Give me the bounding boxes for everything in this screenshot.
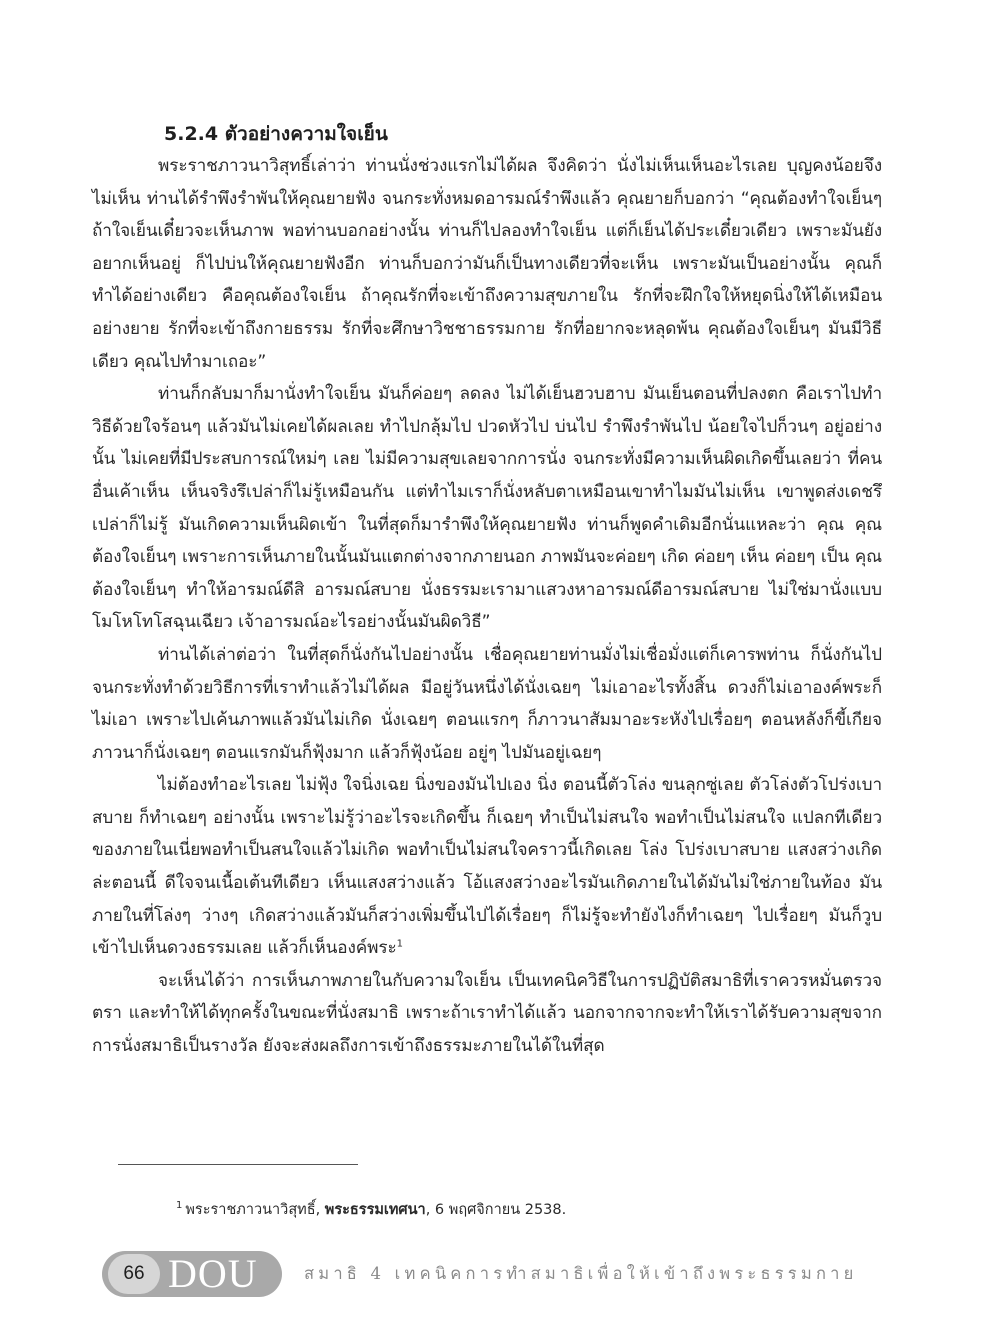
paragraph-5: จะเห็นได้ว่า การเห็นภาพภายในกับความใจเย็น เป็นเทคนิควิธีในการปฏิบัติสมาธิที่เราควรหมั่นตรวจตรา และทำให้ได้ทุกครั้งในขณะที่นั่งสมาธิ เพราะถ้าเราทำได้แล้ว นอกจากจากจะทำให้เราได้รับความสุขจากการนั่งสมาธิเป็นรางวัล ยังจะส่งผลถึงการเข้าถึงธรรมะภายในได้ในที่สุด bbox=[92, 970, 882, 1057]
footnote-date: , 6 พฤศจิกายน 2538. bbox=[425, 1201, 567, 1218]
footnote bbox=[176, 1196, 566, 1220]
page-content bbox=[92, 118, 882, 1063]
book-title: สมาธิ 4 เทคนิคการทำสมาธิเพื่อให้เข้าถึงพระธรรมกาย bbox=[304, 1264, 858, 1283]
footnote-number: 1 bbox=[176, 1200, 183, 1211]
paragraph-4-text: ไม่ต้องทำอะไรเลย ไม่ฟุ้ง ใจนิ่งเฉย นิ่งของมันไปเอง นิ่ง ตอนนี้ตัวโล่ง ขนลุกซู่เลย ตัวโล่งตัวโปร่งเบาสบาย ก็ทำเฉยๆ อย่างนั้น เพราะไม่รู้ว่าอะไรจะเกิดขึ้น ก็เฉยๆ ทำเป็นไม่สนใจ พอทำเป็นไม่สนใจ แปลกทีเดียว ของภายในเนี่ยพอทำเป็นสนใจแล้วไม่เกิด พอทำเป็นไม่สนใจคราวนี้เกิดเลย โล่ง โปร่งเบาสบาย แสงสว่างเกิดล่ะตอนนี้ ดีใจจนเนื้อเต้นทีเดียว เห็นแสงสว่างแล้ว โอ้แสงสว่างอะไรมันเกิดภายในได้มันไม่ใช่ภายในท้อง มันภายในที่โล่งๆ ว่างๆ เกิดสว่างแล้วมันก็สว่างเพิ่มขึ้นไปได้เรื่อยๆ ก็ไม่รู้จะทำยังไงก็ทำเฉยๆ ไปเรื่อยๆ มันก็วูบเข้าไปเห็นดวงธรรมเลย แล้วก็เห็นองค์พระ bbox=[92, 775, 882, 959]
dou-logo: DOU bbox=[168, 1251, 258, 1296]
page-number: 66 bbox=[108, 1254, 160, 1294]
paragraph-2: ท่านก็กลับมาก็มานั่งทำใจเย็น มันก็ค่อยๆ ลดลง ไม่ได้เย็นฮวบฮาบ มันเย็นตอนที่ปลงตก คือเราไปทำวิธีด้วยใจร้อนๆ แล้วมันไม่เคยได้ผลเลย ทำไปกลุ้มไป ปวดหัวไป บ่นไป รำพึงรำพันไป น้อยใจไปก็วนๆ อยู่อย่างนั้น ไม่เคยที่มีประสบการณ์ใหม่ๆ เลย ไม่มีความสุขเลยจากการนั่ง จนกระทั่งมีความเห็นผิดเกิดขึ้นเลยว่า ที่คนอื่นเค้าเห็น เห็นจริงรึเปล่าก็ไม่รู้เหมือนกัน แต่ทำไมเราก็นั่งหลับตาเหมือนเขาทำไมมันไม่เห็น เขาพูดส่งเดชรึเปล่าก็ไม่รู้ มันเกิดความเห็นผิดเข้า ในที่สุดก็มารำพึงให้คุณยายฟัง ท่านก็พูดคำเดิมอีกนั่นแหละว่า คุณ คุณต้องใจเย็นๆ เพราะการเห็นภายในนั้นมันแตกต่างจากภายนอก ภาพมันจะค่อยๆ เกิด ค่อยๆ เห็น ค่อยๆ เป็น คุณต้องใจเย็นๆ ทำให้อารมณ์ดีสิ อารมณ์สบาย นั่งธรรมะเรามาแสวงหาอารมณ์ดีอารมณ์สบาย ไม่ใช่มานั่งแบบโมโหโทโสฉุนเฉียว เจ้าอารมณ์อะไรอย่างนั้นมันผิดวิธี” bbox=[92, 384, 882, 633]
footnote-author: พระราชภาวนาวิสุทธิ์, bbox=[185, 1201, 321, 1218]
paragraph-1: พระราชภาวนาวิสุทธิ์เล่าว่า ท่านนั่งช่วงแรกไม่ได้ผล จึงคิดว่า นั่งไม่เห็นเห็นอะไรเลย บุญคงน้อยจึงไม่เห็น ท่านได้รำพึงรำพันให้คุณยายฟัง จนกระทั่งหมดอารมณ์รำพึงแล้ว คุณยายก็บอกว่า “คุณต้องทำใจเย็นๆ ถ้าใจเย็นเดี๋ยวจะเห็นภาพ พอท่านบอกอย่างนั้น ท่านก็ไปลองทำใจเย็น แต่ก็เย็นได้ประเดี๋ยวเดียว เพราะมันยังอยากเห็นอยู่ ก็ไปบ่นให้คุณยายฟังอีก ท่านก็บอกว่ามันก็เป็นทางเดียวที่จะเห็น เพราะมันเป็นอย่างนั้น คุณก็ทำได้อย่างเดียว คือคุณต้องใจเย็น ถ้าคุณรักที่จะเข้าถึงความสุขภายใน รักที่จะฝึกใจให้หยุดนิ่งให้ได้เหมือนอย่างยาย รักที่จะเข้าถึงกายธรรม รักที่จะศึกษาวิชชาธรรมกาย รักที่อยากจะหลุดพ้น คุณต้องใจเย็นๆ มันมีวิธีเดียว คุณไปทำมาเถอะ” bbox=[92, 156, 882, 372]
footnote-marker[interactable]: 1 bbox=[396, 938, 403, 950]
page-footer bbox=[102, 1250, 857, 1298]
footnote-work-title: พระธรรมเทศนา bbox=[324, 1201, 426, 1218]
footer-badge bbox=[102, 1251, 282, 1297]
paragraph-4 bbox=[92, 769, 882, 965]
paragraph-3: ท่านได้เล่าต่อว่า ในที่สุดก็นั่งกันไปอย่างนั้น เชื่อคุณยายท่านมั่งไม่เชื่อมั่งแต่ก็เคารพท่าน ก็นั่งกันไปจนกระทั่งทำด้วยวิธีการที่เราทำแล้วไม่ได้ผล มีอยู่วันหนึ่งได้นั่งเฉยๆ ไม่เอาอะไรทั้งสิ้น ดวงก็ไม่เอาองค์พระก็ไม่เอา เพราะไปเค้นภาพแล้วมันไม่เกิด นั่งเฉยๆ ตอนแรกๆ ก็ภาวนาสัมมาอะระหังไปเรื่อยๆ ตอนหลังก็ขี้เกียจภาวนาก็นั่งเฉยๆ ตอนแรกมันก็ฟุ้งมาก แล้วก็ฟุ้งน้อย อยู่ๆ ไปมันอยู่เฉยๆ bbox=[92, 644, 882, 763]
footnote-divider bbox=[118, 1164, 358, 1165]
section-heading: 5.2.4 ตัวอย่างความใจเย็น bbox=[164, 123, 388, 145]
